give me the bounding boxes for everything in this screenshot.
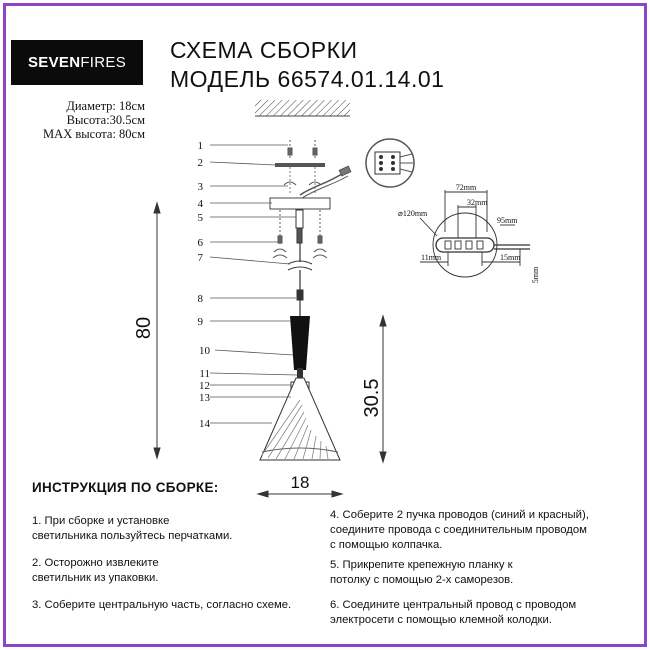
ceiling-hatch: [255, 100, 350, 116]
instruction-step-3: [32, 598, 291, 613]
step-1-line-1: 1. При сборке и установке: [32, 515, 170, 527]
spec-height: Высота:30.5см: [66, 113, 145, 127]
ceiling-screws: [288, 140, 317, 160]
part-number-2: 2: [197, 157, 203, 169]
connector-wire: [300, 166, 351, 198]
terminal-block-zoom: [366, 139, 414, 187]
step-5-line-2: потолку с помощью 2-х саморезов.: [330, 574, 514, 586]
instructions-heading: ИНСТРУКЦИЯ ПО СБОРКЕ:: [32, 480, 219, 495]
dim-11mm: 11mm: [421, 253, 442, 262]
step-4-line-2: соедините провода с соединительным проводом: [330, 524, 587, 536]
spec-max-height: MAX высота: 80см: [43, 127, 145, 141]
logo-light-text: FIRES: [80, 54, 127, 71]
part-number-4: 4: [197, 198, 203, 210]
part-number-1: 1: [197, 140, 203, 152]
part-number-11: 11: [199, 368, 210, 380]
part-number-13: 13: [199, 392, 210, 404]
dim-95mm: 95mm: [497, 216, 518, 225]
dim-32mm: 32mm: [467, 198, 488, 207]
title-line-2: МОДЕЛЬ 66574.01.14.01: [170, 66, 445, 92]
step-4-line-1: 4. Соберите 2 пучка проводов (синий и красный),: [330, 509, 589, 521]
dim-15mm: 15mm: [500, 253, 521, 262]
part-number-9: 9: [197, 316, 203, 328]
part-number-12: 12: [199, 380, 210, 392]
part-numbers: [198, 140, 211, 430]
part-number-8: 8: [197, 293, 203, 305]
canopy: [270, 198, 330, 209]
step-3-line-1: 3. Соберите центральную часть, согласно схеме.: [32, 599, 292, 611]
step-2-line-2: светильник из упаковки.: [32, 572, 159, 584]
logo-bold-text: SEVEN: [27, 54, 81, 71]
part-number-7: 7: [197, 252, 203, 264]
part-number-5: 5: [197, 212, 203, 224]
part-number-3: 3: [197, 181, 203, 193]
part-number-14: 14: [199, 418, 210, 430]
instruction-step-1: [32, 514, 232, 544]
instruction-step-5: [330, 558, 513, 588]
dimension-18-label: 18: [290, 473, 310, 492]
dim-72mm: 72mm: [455, 183, 477, 192]
title-line-1: СХЕМА СБОРКИ: [170, 37, 358, 63]
dim-5mm: 5mm: [531, 266, 540, 284]
step-5-line-1: 5. Прикрепите крепежную планку к: [330, 559, 513, 571]
part-number-6: 6: [197, 237, 203, 249]
shade: [260, 378, 340, 460]
dimension-30-5-label: 30.5: [361, 378, 383, 418]
step-4-line-3: с помощью колпачка.: [330, 539, 443, 551]
instruction-step-4: [330, 508, 589, 553]
part-leaders: [210, 145, 297, 423]
dimension-80-label: 80: [133, 316, 155, 340]
step-2-line-1: 2. Осторожно извлеките: [32, 557, 159, 569]
step-6-line-2: электросети с помощью клемной колодки.: [330, 614, 552, 626]
suspension-cable: [288, 210, 312, 316]
instruction-step-2: [32, 556, 159, 586]
instruction-step-6: [330, 598, 576, 628]
spec-diameter: Диаметр: 18см: [66, 99, 145, 113]
step-6-line-1: 6. Соедините центральный провод с проводом: [330, 599, 577, 611]
dim-120mm: ⌀120mm: [398, 209, 428, 218]
step-1-line-2: светильника пользуйтесь перчатками.: [32, 530, 233, 542]
part-number-10: 10: [199, 345, 210, 357]
